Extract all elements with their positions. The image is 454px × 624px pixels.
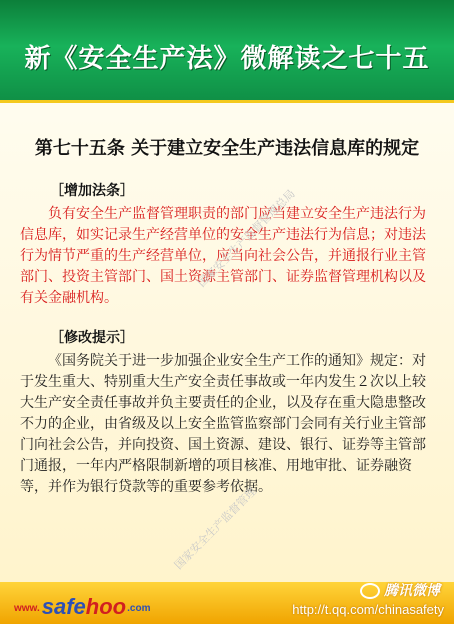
logo-www: www. (14, 602, 40, 614)
article-title: 第七十五条 关于建立安全生产违法信息库的规定 (34, 138, 420, 159)
logo-safe: safe (41, 594, 86, 619)
section-body-revision-note: 《国务院关于进一步加强企业安全生产工作的通知》规定：对于发生重大、特别重大生产安全责任事故或一年内发生２次以上较大生产安全责任事故并负主要责任的企业，以及存在重大隐患整改不力的企业，由省级及以上安全监管监察部门会同有关行业主管部门向社会公告，并向投资、国土资源、建设、银行、证券等主管部门通报，一年内严格限制新增的项目核准、用地审批、证券融资等，并作为银行贷款等的重要参考依据。 (20, 353, 426, 495)
section-heading-added-article: ［增加法条］ (50, 183, 134, 199)
watermark-lower: 国家安全生产监督管理 (171, 484, 259, 572)
header-banner (0, 0, 454, 103)
logo-com: .com (127, 602, 151, 614)
safehoo-logo[interactable] (14, 594, 150, 620)
watermark-upper: 国家安全生产监督管理总局 (195, 187, 298, 290)
section-heading-revision-note: ［修改提示］ (50, 330, 134, 346)
tencent-weibo-badge[interactable] (360, 580, 440, 600)
logo-hoo: hoo (85, 594, 127, 619)
header-title: 新《安全生产法》微解读之七十五 (24, 44, 430, 74)
weibo-url[interactable]: http://t.qq.com/chinasafety (292, 602, 444, 617)
weibo-icon (360, 583, 380, 599)
weibo-label: 腾讯微博 (384, 583, 440, 599)
section-body-added-article: 负有安全生产监督管理职责的部门应当建立安全生产违法行为信息库，如实记录生产经营单位的安全生产违法行为信息；对违法行为情节严重的生产经营单位，应当向社会公告，并通报行业主管部门、投资主管部门、国土资源主管部门、证券监督管理机构以及有关金融机构。 (20, 206, 426, 306)
header-divider (0, 100, 454, 103)
